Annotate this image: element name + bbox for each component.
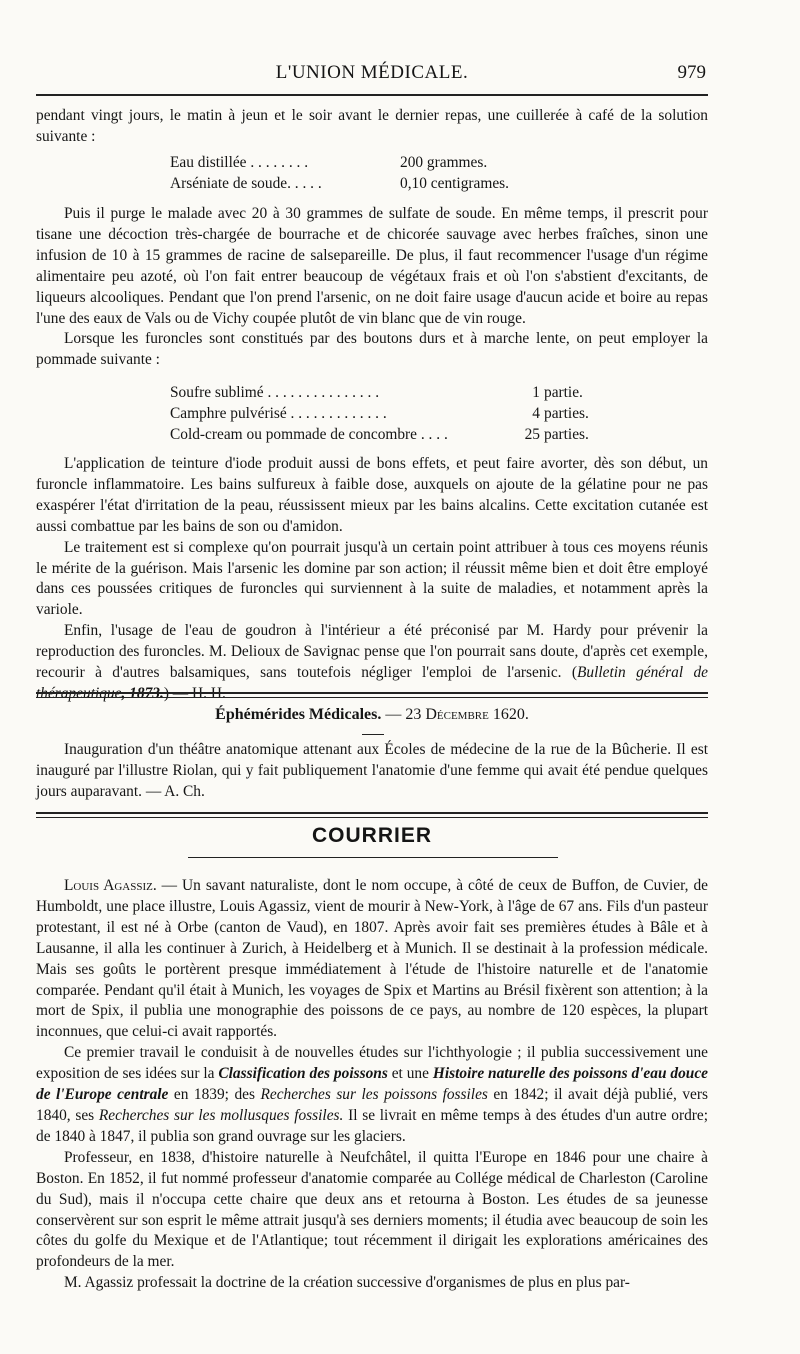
courrier-underline (188, 857, 558, 858)
recipe-line: Arséniate de soude. . . . . 0,10 centigrames. (170, 175, 509, 192)
recipe-line: Camphre pulvérisé . . . . . . . . . . . . . 4 parties. (170, 405, 589, 422)
paragraph-applications: L'application de teinture d'iode produit aussi de bons effets, et peut faire avorter, dès son début, un furoncle inflammatoire. Les bains sulfureux à faible dose, auxquels on ajoute de la gélatine pour ne pas exaspérer l'état d'irritation de la peau, réussissent mieux par les bains alcalins. Cette excitation cutanée est aussi combattue par les bains de son ou d'amidon. Le traitement est si complexe qu'on pourrait jusqu'à un certain point attribuer à tous ces moyens réunis le mérite de la guérison. Mais l'arsenic les domine par son action; il réussit même bien et doit être employé dans ces poussées critiques de furoncles qui surviennent à la suite de maladies, et notamment après la variole. Enfin, l'usage de l'eau de goudron à l'intérieur a été préconisé par M. Hardy pour prévenir la reproduction des furoncles. M. Delioux de Savignac pense que l'on pourrait sans doute, d'après cet exemple, recourir à d'autres balsamiques, sans toutefois négliger l'emploi de l'arsenic. (Bulletin général de (36, 454, 708, 705)
paragraph-treatment: Puis il purge le malade avec 20 à 30 grammes de sulfate de soude. En même temps, il prescrit pour tisane une décoction très-chargée de bourrache et de chicorée sauvage avec herbes fraîches, sinon une infusion de 10 à 15 grammes de racine de salsepareille. De plus, il faut recommencer l'usage d'un régime alimentaire peu azoté, où l'on fait entrer beaucoup de végétaux frais et où l'on s'abstient d'excitants, de liqueurs alcooliques. Pendant que l'on prend l'arsenic, on ne doit faire usage d'aucun acide et boire au repas l'une des eaux de Vals ou de Vichy coupée plutôt de vin blanc que de vin rouge. Lorsque les furoncles sont constitués par des boutons durs et à marche lente, on peut employer la pommade suivante : (36, 205, 708, 369)
ephemerides-title: Éphémérides Médicales. — 23 Décembre 1620. (215, 706, 529, 723)
recipe-pommade (170, 382, 589, 445)
ephemerides-text: Inauguration d'un théâtre anatomique attenant aux Écoles de médecine de la rue de la Bûcherie. Il est inauguré par l'illustre Riolan, qui y fait publiquement l'anatomie d'une femme qui avait été pendue quelques jours auparavant. — A. Ch. (36, 741, 708, 800)
recipe-solution (170, 152, 509, 194)
courrier-title: COURRIER (311, 824, 432, 847)
paragraph-career: Professeur, en 1838, d'histoire naturelle à Neufchâtel, il quitta l'Europe en 1846 pour une chaire à Boston. En 1852, il fut nommé professeur d'anatomie comparée au Collége médical de Charleston (Caroline du Sud), mais il n'occupa cette chaire que deux ans et retourna à Boston. Les études de sa jeunesse conservèrent sur son esprit le même attrait jusqu'à ses derniers moments; il étudia avec beaucoup de soin les côtes du golfe du Mexique et de l'Atlantique; tout récemment il dirigait les explorations américaines des profondeurs de la mer. (36, 1148, 708, 1271)
paragraph-goudron: Enfin, l'usage de l'eau de goudron à l'intérieur a été préconisé par M. Hardy pour prévenir la reproduction des furoncles. M. Delioux de Savignac pense que l'on pourrait sans doute, d'après cet exemple, recourir à d'autres balsamiques, sans toutefois négliger l'emploi de l'arsenic. (Bulletin général de (36, 621, 708, 705)
section-divider (36, 692, 708, 698)
recipe-line: Soufre sublimé . . . . . . . . . . . . . . . 1 partie. (170, 384, 583, 401)
header-rule (36, 94, 708, 96)
section-divider (36, 812, 708, 818)
short-divider (362, 734, 384, 735)
recipe-line: Cold-cream ou pommade de concombre . . . . 25 parties. (170, 426, 589, 443)
paragraph-doctrine: M. Agassiz professait la doctrine de la création successive d'organismes de plus en plus par- (64, 1274, 630, 1292)
page-number: 979 (677, 62, 706, 83)
running-title: L'UNION MÉDICALE. (275, 62, 469, 83)
courrier-text (36, 876, 708, 1294)
paragraph-publications: Ce premier travail le conduisit à de nouvelles études sur l'ichthyologie ; il publia successivement une exposition de ses idées sur la Classification des poissons et une Histoire naturelle des poissons d'eau douce de l'Europe centrale en 1839; des Recherches sur les poissons fossiles en 1842; il avait déjà publié, vers 1840, ses Recherches sur les mollusques fossiles. Il se livrait en même temps à des études d'un autre ordre; de 1840 à 1847, il publia son grand ouvrage sur les glaciers. (36, 1044, 709, 1145)
paragraph-agassiz: Louis Agassiz. — Un savant naturaliste, dont le nom occupe, à côté de ceux de Buffon, de Cuvier, de Humboldt, une place illustre, Louis Agassiz, vient de mourir à New-York, à l'âge de 67 ans. Fils d'un pasteur protestant, il est né à Orbe (canton de Vaud), en 1807. Après avoir fait ses premières études à Bâle et à Lausanne, il alla les continuer à Zurich, à Heidelberg et à Munich. Il se destinait à la profession médicale. Mais ses goûts le portèrent presque immédiatement à l'étude de l'histoire naturelle et de l'anatomie comparée. Pendant qu'il était à Munich, les voyages de Spix et Martins au Brésil fixèrent son attention; à la mort de Spix, il publia une monographie des poissons de ce pays, au nombre de 120 espèces, la plupart inconnues, que celui-ci avait rapportés. (36, 877, 708, 1041)
paragraph-dosage: pendant vingt jours, le matin à jeun et le soir avant le dernier repas, une cuillerée à café de la solution suivante : (36, 107, 708, 145)
page-header (36, 58, 708, 88)
recipe-line: Eau distillée . . . . . . . . 200 grammes. (170, 154, 488, 171)
source-title: Bulletin général de (577, 664, 708, 682)
